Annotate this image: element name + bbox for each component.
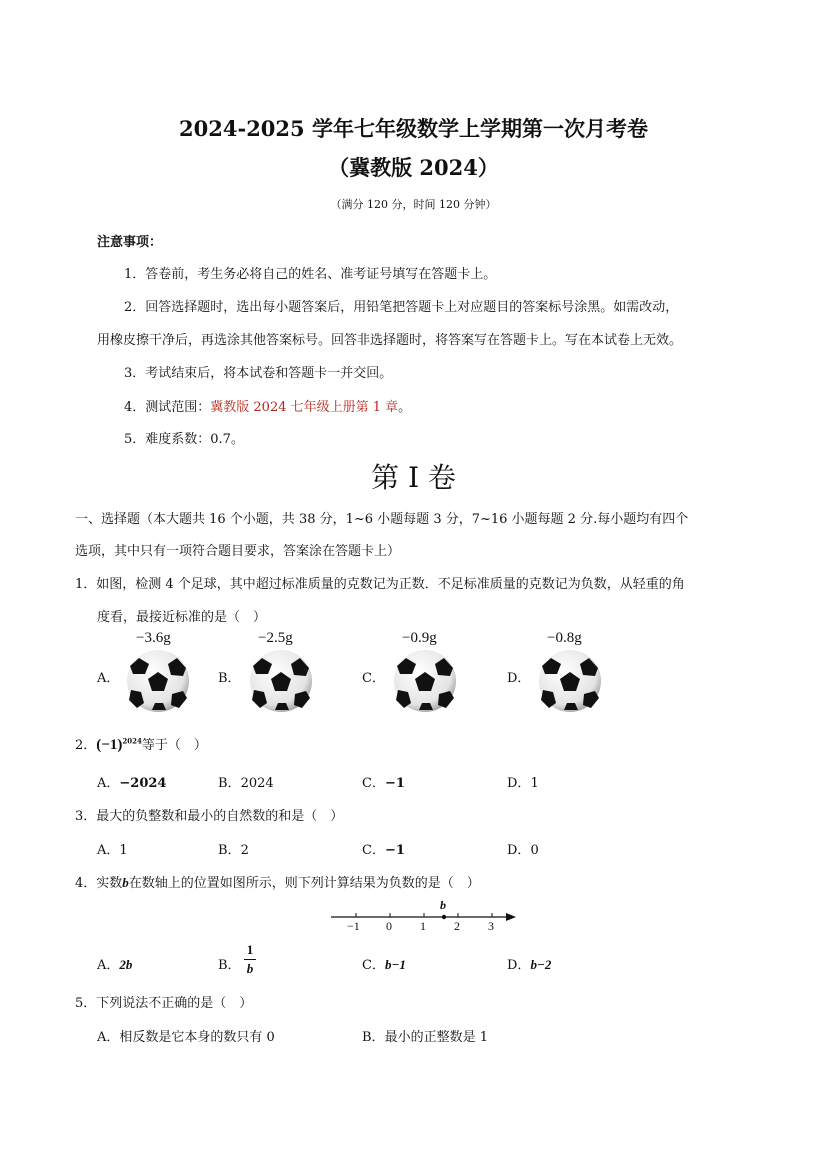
notice-item-1: 1．答卷前，考生务必将自己的姓名、准考证号填写在答题卡上。 bbox=[124, 267, 497, 282]
q3-option-c-label: C． bbox=[362, 843, 385, 858]
q4-option-c bbox=[362, 954, 406, 973]
q3-option-c-value: −1 bbox=[384, 843, 405, 858]
q4-option-c-value: b−1 bbox=[384, 957, 406, 972]
q2-option-c-label: C． bbox=[362, 776, 385, 791]
notice-item-4-end: 。 bbox=[398, 400, 412, 415]
q2-stem bbox=[75, 734, 207, 754]
notice-item-2: 2．回答选择题时，选出每小题答案后，用铅笔把答题卡上对应题目的答案标号涂黑。如需改动， bbox=[124, 300, 679, 315]
notice-item-5: 5．难度系数：0.7。 bbox=[124, 432, 244, 447]
q4-option-d-value: b−2 bbox=[530, 957, 552, 972]
soccer-ball-icon bbox=[392, 648, 458, 714]
q2-option-c-value: −1 bbox=[384, 776, 405, 791]
tick-label: 3 bbox=[488, 919, 494, 933]
q4-option-b-denominator: b bbox=[246, 961, 254, 976]
arrow-right-icon bbox=[506, 913, 516, 921]
notice-item-2-cont: 用橡皮擦干净后，再选涂其他答案标号。回答非选择题时，将答案写在答题卡上。写在本试卷上无效。 bbox=[97, 333, 683, 348]
q2-option-a bbox=[97, 772, 166, 791]
q1-option-c-mass: −0.9g bbox=[402, 630, 437, 646]
q3-option-a-value: 1 bbox=[119, 843, 128, 858]
point-b bbox=[442, 915, 446, 919]
q3-option-d bbox=[507, 839, 539, 858]
q3-option-a bbox=[97, 839, 128, 858]
tick-label: 1 bbox=[420, 919, 426, 933]
q3-option-b-value: 2 bbox=[240, 843, 249, 858]
notice-item-4-label: 4．测试范围： bbox=[124, 400, 211, 415]
q5-option-a-label: A． bbox=[97, 1030, 120, 1045]
q4-pre: 4．实数 bbox=[75, 876, 123, 891]
q4-option-a bbox=[97, 954, 132, 973]
q2-base: (−1) bbox=[96, 737, 123, 753]
exam-subtitle: （冀教版 2024） bbox=[328, 155, 499, 180]
q2-option-d-label: D． bbox=[507, 776, 531, 791]
q4-option-a-value: 2b bbox=[119, 957, 133, 972]
q4-option-a-label: A． bbox=[97, 958, 120, 973]
soccer-ball-icon bbox=[248, 648, 314, 714]
q4-option-b-numerator: 1 bbox=[246, 942, 254, 957]
q5-option-a-value: 相反数是它本身的数只有 0 bbox=[119, 1030, 275, 1045]
q2-option-d-value: 1 bbox=[530, 776, 539, 791]
q1-option-a-mass: −3.6g bbox=[136, 630, 171, 646]
q1-option-b-mass: −2.5g bbox=[258, 630, 293, 646]
q3-option-b-label: B． bbox=[218, 843, 241, 858]
volume-heading: 第 I 卷 bbox=[371, 461, 456, 494]
section-heading-line1: 一、选择题（本大题共 16 个小题，共 38 分，1~6 小题每题 3 分，7~16 小题每题 2 分.每小题均有四个 bbox=[75, 512, 689, 527]
tick-label: −1 bbox=[347, 919, 360, 933]
soccer-ball-icon bbox=[125, 648, 191, 714]
q4-option-b-label: B． bbox=[218, 958, 241, 973]
q4-option-d bbox=[507, 954, 551, 973]
q3-option-d-value: 0 bbox=[530, 843, 539, 858]
q5-option-b-label: B． bbox=[362, 1030, 385, 1045]
q1-option-c-label: C． bbox=[362, 671, 385, 686]
q5-option-b bbox=[362, 1026, 488, 1045]
q4-axis-point-label: b bbox=[440, 898, 446, 912]
q2-text: 等于（ ） bbox=[141, 738, 207, 753]
q5-option-b-value: 最小的正整数是 1 bbox=[384, 1030, 488, 1045]
q1-option-b-label: B． bbox=[218, 671, 241, 686]
q5-stem: 5．下列说法不正确的是（ ） bbox=[75, 996, 253, 1011]
q2-option-b-value: 2024 bbox=[240, 776, 274, 791]
q1-line1: 1．如图，检测 4 个足球，其中超过标准质量的克数记为正数．不足标准质量的克数记为负数，从轻重的角 bbox=[75, 577, 685, 592]
notice-item-3: 3．考试结束后，将本试卷和答题卡一并交回。 bbox=[124, 366, 393, 381]
notice-heading: 注意事项： bbox=[97, 235, 163, 250]
q2-option-d bbox=[507, 772, 539, 791]
q3-option-b bbox=[218, 839, 249, 858]
exam-title: 2024-2025 学年七年级数学上学期第一次月考卷 bbox=[179, 116, 648, 141]
q2-option-b-label: B． bbox=[218, 776, 241, 791]
notice-item-4 bbox=[124, 396, 411, 415]
q2-option-a-value: −2024 bbox=[119, 776, 167, 791]
q2-option-c bbox=[362, 772, 405, 791]
q5-option-a bbox=[97, 1026, 275, 1045]
section-heading-line2: 选项，其中只有一项符合题目要求，答案涂在答题卡上） bbox=[75, 544, 401, 559]
q4-post: 在数轴上的位置如图所示，则下列计算结果为负数的是（ ） bbox=[128, 876, 480, 891]
exam-note: （满分 120 分，时间 120 分钟） bbox=[330, 198, 497, 211]
q2-option-a-label: A． bbox=[97, 776, 120, 791]
fraction-bar bbox=[244, 959, 256, 960]
q3-option-d-label: D． bbox=[507, 843, 531, 858]
soccer-ball-icon bbox=[537, 648, 603, 714]
q1-option-a-label: A． bbox=[97, 671, 120, 686]
q2-option-b bbox=[218, 772, 274, 791]
q1-option-d-label: D． bbox=[507, 671, 531, 686]
tick-label: 0 bbox=[386, 919, 392, 933]
q3-stem: 3．最大的负整数和最小的自然数的和是（ ） bbox=[75, 809, 344, 824]
q4-var: b bbox=[122, 875, 129, 890]
tick-label: 2 bbox=[454, 919, 460, 933]
q1-option-d-mass: −0.8g bbox=[547, 630, 582, 646]
q4-option-c-label: C． bbox=[362, 958, 385, 973]
q3-option-a-label: A． bbox=[97, 843, 120, 858]
q1-line2: 度看，最接近标准的是（ ） bbox=[97, 610, 267, 625]
q2-exponent: 2024 bbox=[122, 736, 142, 746]
q3-option-c bbox=[362, 839, 405, 858]
q4-option-d-label: D． bbox=[507, 958, 531, 973]
q2-number: 2． bbox=[75, 738, 97, 753]
q4-stem bbox=[75, 872, 480, 891]
test-range-highlight: 冀教版 2024 七年级上册第 1 章 bbox=[210, 400, 399, 415]
